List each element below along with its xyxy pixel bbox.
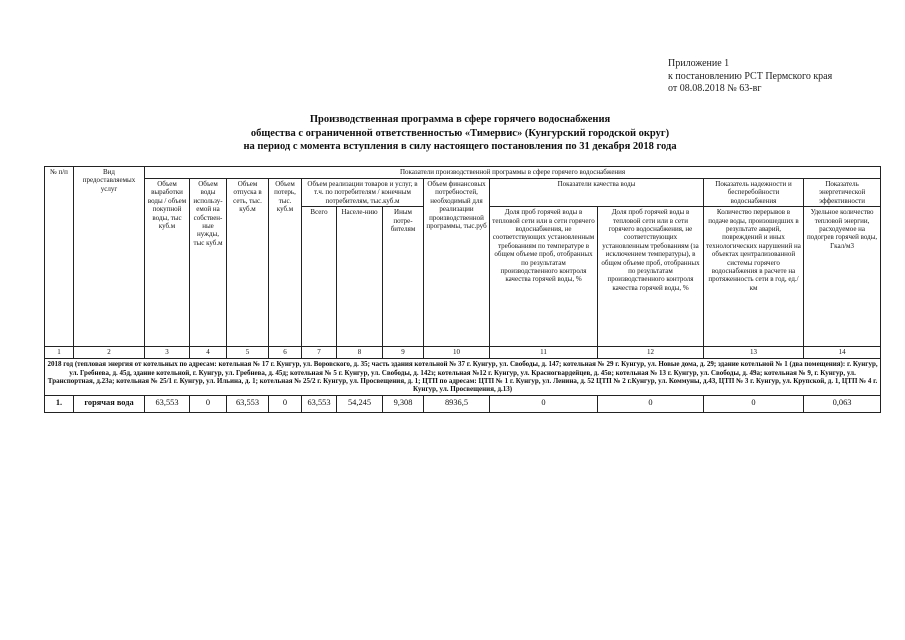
title-line-2: общества с ограниченной ответственностью «Тимервис» (Кунгурский городской округ) — [250, 127, 670, 139]
appendix-line-2: к постановлению РСТ Пермского края — [668, 70, 833, 82]
cell-finance: 8936,5 — [424, 395, 490, 412]
header-quality-other: Доля проб горячей воды в тепловой сети или в сети горячего водоснабжения, не соответствующих установленным требованиям (за исключением температуры), в общем объеме проб, отобранных по результатам производственного контроля качества горячей воды, % — [598, 207, 704, 347]
header-num: № п/п — [45, 167, 74, 347]
cell-losses: 0 — [269, 395, 302, 412]
header-quality-temp: Доля проб горячей воды в тепловой сети или в сети горячего водоснабжения, не соответствующих установленным требованиям по температуре в общем объеме проб, отобранных по результатам производственного контроля качества горячей воды, % — [490, 207, 598, 347]
header-row-2 — [45, 179, 881, 207]
cell-own-needs: 0 — [190, 395, 227, 412]
col-number: 12 — [598, 347, 704, 359]
document-title — [150, 113, 770, 154]
header-efficiency-sub: Удельное количество тепловой энергии, расходуемое на подогрев горячей воды, Гкал/м3 — [804, 207, 881, 347]
appendix-line-1: Приложение 1 — [668, 58, 730, 69]
scope-text: 2018 год (тепловая энергия от котельных по адресам: котельная № 17 г. Кунгур, ул. Воровского, д. 35; часть здания котельной № 37 г. Кунгур, ул. Свободы, д. 147; котельная № 29 г. Кунгур, ул. Новые дома, д. 29; здание котельной № 1 (два помещения): г. Кунгур, ул. Гребнева, д. 45д, здание котельной, г. Кунгур, ул. Гребнева, д. 45д; котельная № 5 г. Кунгур, ул. Свободы, д. 142з; котельная №12 г. Кунгур, ул. Красногвардейцев, д. 45в; котельная № 13 г. Кунгур, ул. Свободы, д. 49а; котельная № 9, г. Кунгур, ул. Транспортная, д.23а; котельная № 25/1 г. Кунгур, ул. Ильина, д. 1; котельная № 25/2 г. Кунгур, ул. Просвещения, д. 1; ЦТП по адресам: ЦТП № 1 г. Кунгур, ул. Ленина, д. 52 ЦТП № 2 г.Кунгур, ул. Коммуны, д.43, ЦТП № 3 г. Кунгур, ул. Крупской, д. 1, ЦТП № 4 г. Кунгур, ул. Просвещения, д.13) — [45, 359, 881, 396]
col-number: 6 — [269, 347, 302, 359]
appendix-line-3: от 08.08.2018 № 63-вг — [668, 83, 762, 94]
header-reliability-sub: Количество перерывов в подаче воды, произошедших в результате аварий, повреждений и иных технологических нарушений на объектах централизованной системы горячего водоснабжения в расчете на протяженность сети в год, ед./км — [704, 207, 804, 347]
col-number: 11 — [490, 347, 598, 359]
cell-num: 1. — [45, 395, 74, 412]
header-own-needs: Объем воды использу-емой на собствен-ные нужды, тыс куб.м — [190, 179, 227, 347]
col-number: 14 — [804, 347, 881, 359]
header-population: Населе-нию — [337, 207, 383, 347]
header-finance: Объем финансовых потребностей, необходимый для реализации производственной программы, тыс.руб — [424, 179, 490, 347]
header-total: Всего — [302, 207, 337, 347]
header-service: Вид предоставляемых услуг — [74, 167, 145, 347]
cell-reliability: 0 — [704, 395, 804, 412]
col-number: 1 — [45, 347, 74, 359]
col-number: 7 — [302, 347, 337, 359]
col-number: 8 — [337, 347, 383, 359]
header-efficiency: Показатель энергетической эффективности — [804, 179, 881, 207]
cell-produced: 63,553 — [145, 395, 190, 412]
col-number: 2 — [74, 347, 145, 359]
title-line-3: на период с момента вступления в силу настоящего постановления по 31 декабря 2018 года — [243, 141, 677, 152]
cell-released: 63,553 — [227, 395, 269, 412]
header-row-1 — [45, 167, 881, 179]
scope-row — [45, 359, 881, 396]
header-released: Объем отпуска в сеть, тыс. куб.м — [227, 179, 269, 347]
table-row — [45, 395, 881, 412]
col-number: 9 — [383, 347, 424, 359]
header-other: Иным потре-бителям — [383, 207, 424, 347]
header-produced: Объем выработки воды / объем покупной воды, тыс куб.м — [145, 179, 190, 347]
cell-population: 54,245 — [337, 395, 383, 412]
header-losses: Объем потерь, тыс. куб.м — [269, 179, 302, 347]
title-line-1: Производственная программа в сфере горячего водоснабжения — [309, 114, 611, 125]
header-reliability: Показатель надежности и бесперебойности водоснабжения — [704, 179, 804, 207]
cell-quality-other: 0 — [598, 395, 704, 412]
header-indicators: Показатели производственной программы в сфере горячего водоснабжения — [145, 167, 881, 179]
column-number-row — [45, 347, 881, 359]
cell-quality-temp: 0 — [490, 395, 598, 412]
col-number: 5 — [227, 347, 269, 359]
header-sales: Объем реализации товаров и услуг, в т.ч. по потребителям / конечным потребителям, тыс.куб.м — [302, 179, 424, 207]
cell-other: 9,308 — [383, 395, 424, 412]
header-quality: Показатели качества воды — [490, 179, 704, 207]
col-number: 10 — [424, 347, 490, 359]
cell-service: горячая вода — [74, 395, 145, 412]
appendix-block — [668, 58, 900, 96]
cell-efficiency: 0,063 — [804, 395, 881, 412]
cell-total: 63,553 — [302, 395, 337, 412]
production-program-table — [44, 166, 881, 413]
col-number: 4 — [190, 347, 227, 359]
col-number: 3 — [145, 347, 190, 359]
col-number: 13 — [704, 347, 804, 359]
